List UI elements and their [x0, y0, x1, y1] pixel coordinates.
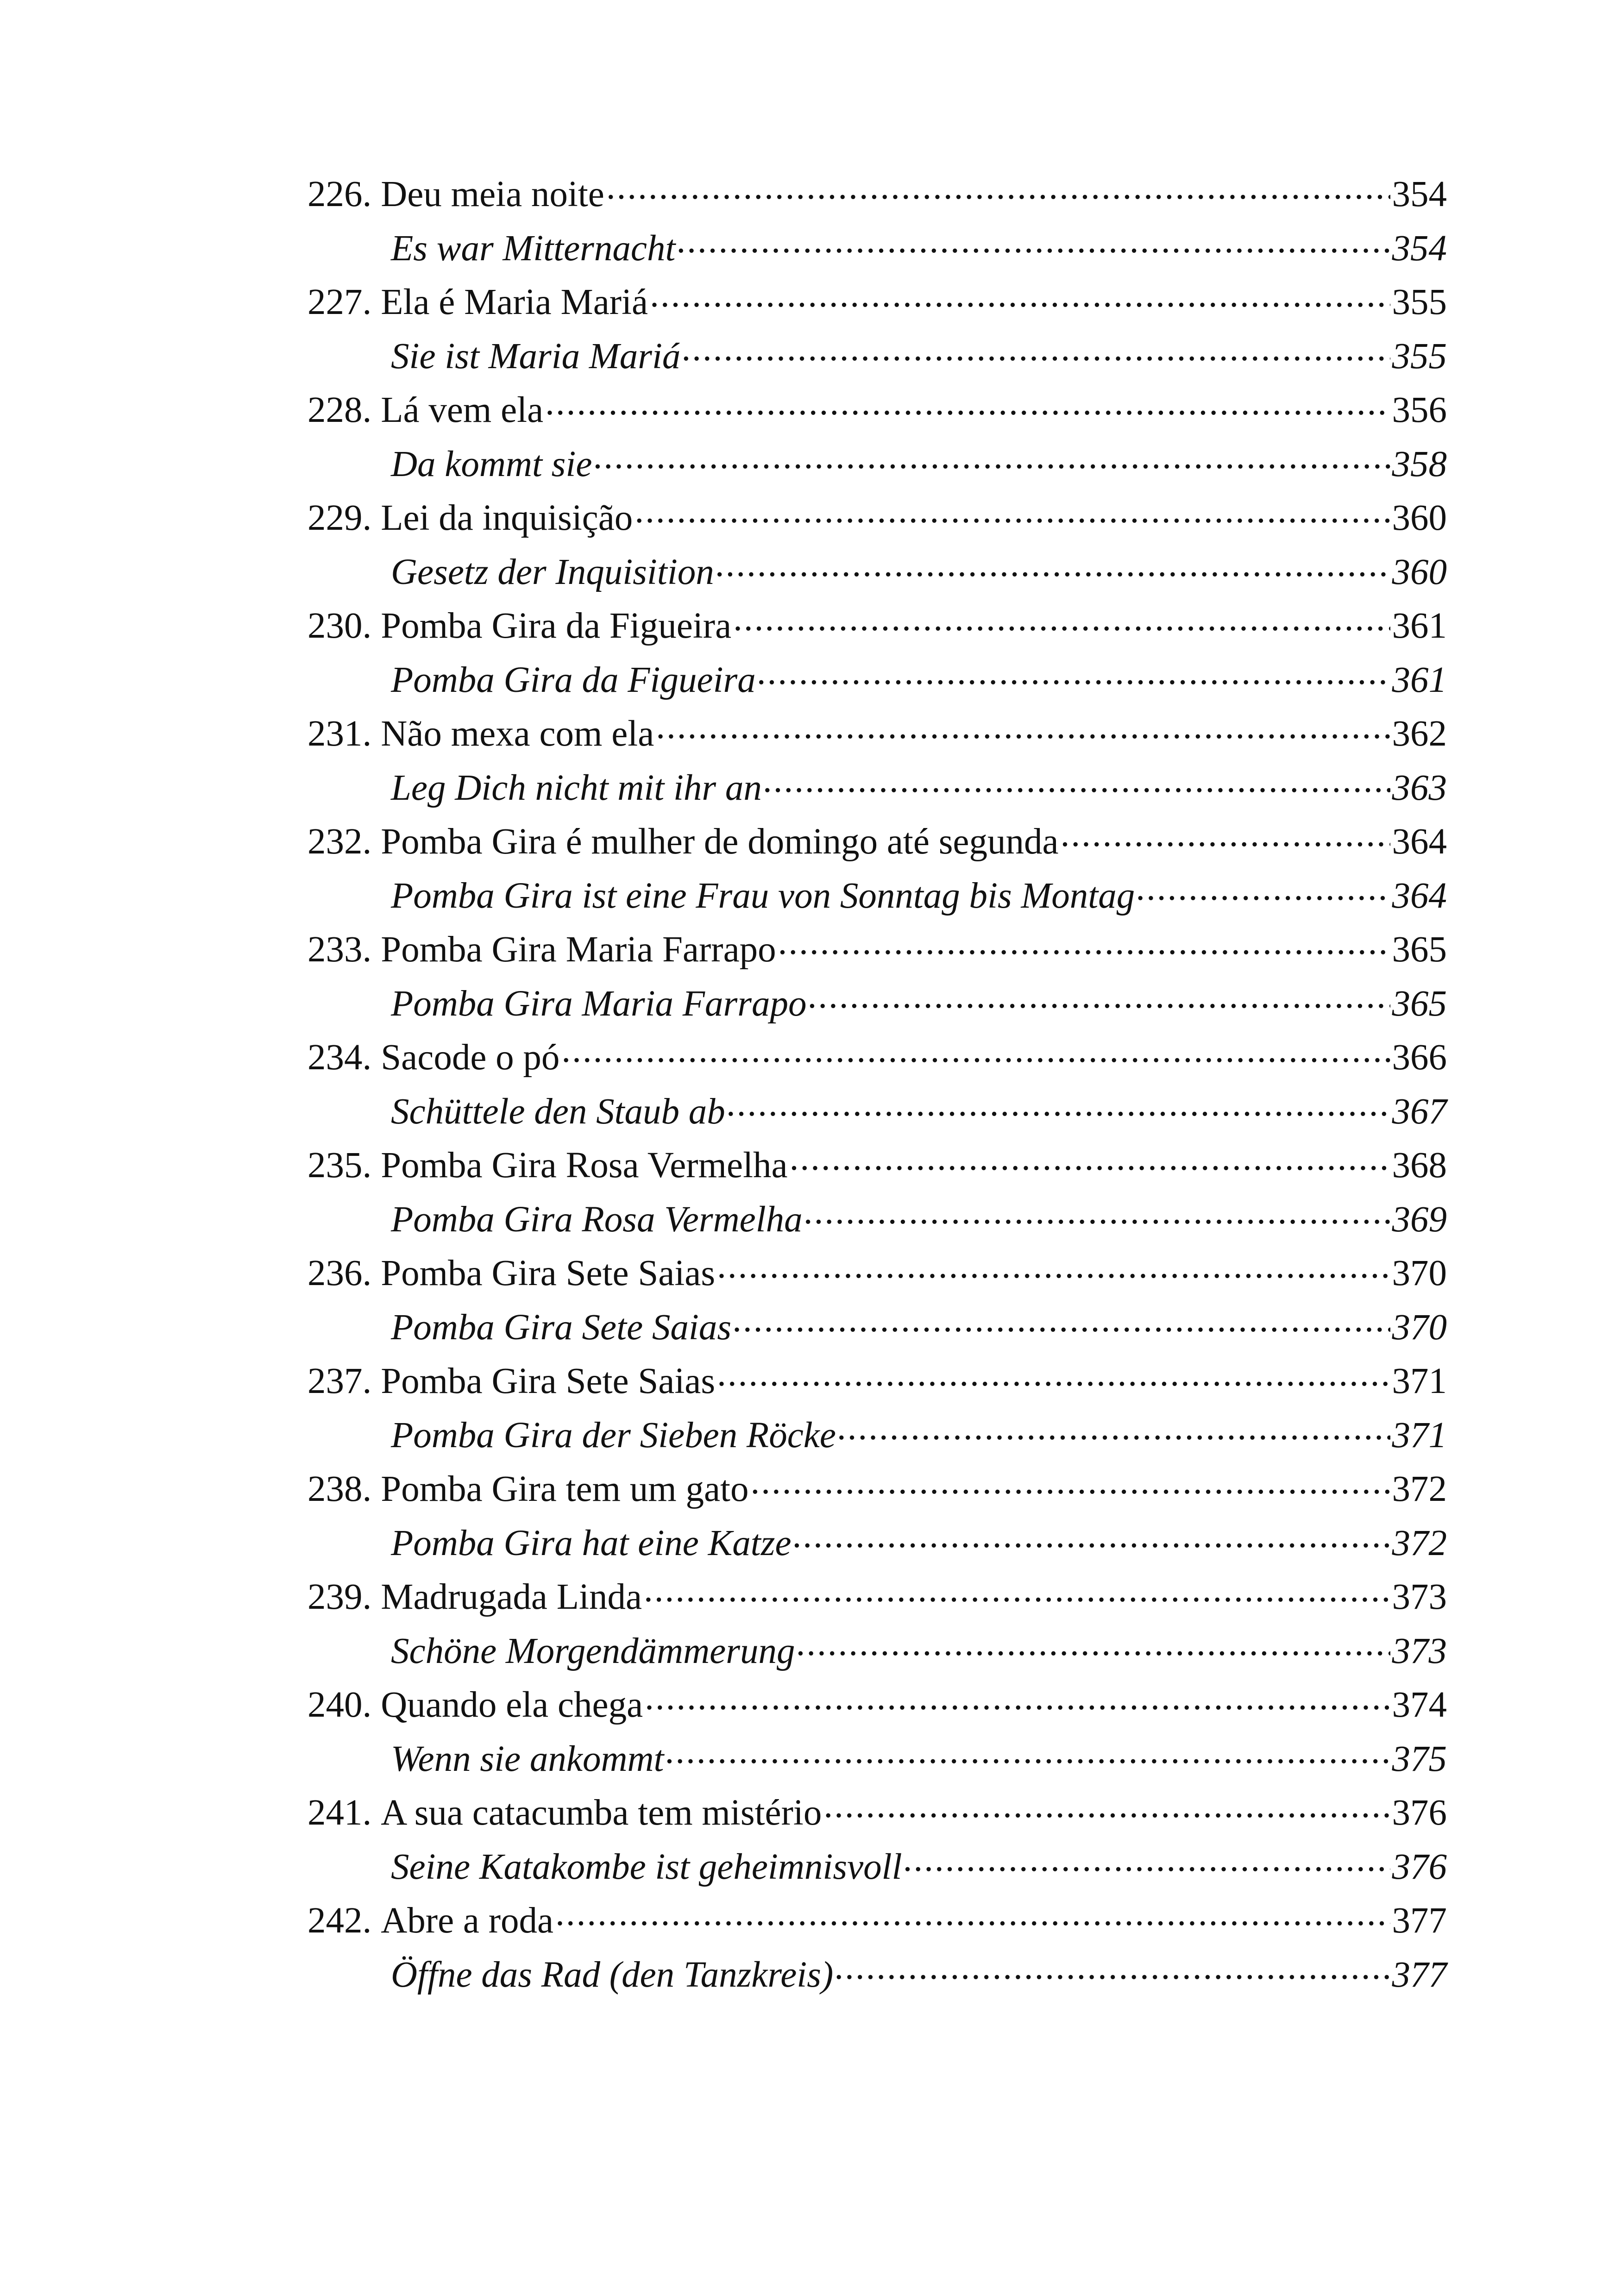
entry-page-pt: 356 [1392, 390, 1447, 430]
toc-entry-pt[interactable] [308, 1678, 1447, 1732]
entry-number: 231. [308, 714, 372, 754]
toc-entry-pt[interactable] [308, 599, 1447, 653]
toc-entry-de[interactable] [308, 1948, 1447, 2002]
entry-number: 230. [308, 606, 372, 646]
toc-entry-de[interactable] [308, 761, 1447, 816]
entry-title-de: Pomba Gira Sete Saias [391, 1307, 732, 1348]
entry-title-pt: Quando ela chega [381, 1685, 643, 1725]
dot-leader [838, 1411, 1390, 1447]
entry-title-pt: Pomba Gira Rosa Vermelha [381, 1145, 788, 1186]
entry-title-pt: Pomba Gira Sete Saias [381, 1361, 716, 1401]
entry-title-pt: Não mexa com ela [381, 714, 654, 754]
entry-number: 235. [308, 1145, 372, 1186]
entry-title-de: Pomba Gira ist eine Frau von Sonntag bis Montag [391, 875, 1135, 916]
dot-leader [656, 709, 1390, 746]
entry-title-de: Leg Dich nicht mit ihr an [391, 767, 762, 808]
dot-leader [727, 1087, 1390, 1123]
entry-page-de: 376 [1392, 1846, 1447, 1887]
entry-title-de: Wenn sie ankommt [391, 1738, 664, 1779]
entry-number: 241. [308, 1793, 372, 1833]
entry-page-pt: 364 [1392, 822, 1447, 862]
entry-page-pt: 354 [1392, 174, 1447, 214]
entry-title-de: Da kommt sie [391, 444, 592, 484]
entry-number: 233. [308, 929, 372, 970]
entry-title-de: Seine Katakombe ist geheimnisvoll [391, 1846, 902, 1887]
entry-page-de: 371 [1392, 1415, 1447, 1455]
dot-leader [545, 385, 1390, 422]
entry-number: 234. [308, 1037, 372, 1078]
entry-page-de: 370 [1392, 1307, 1447, 1348]
toc-entry-de[interactable] [308, 1732, 1447, 1787]
dot-leader [751, 1464, 1390, 1501]
entry-page-de: 360 [1392, 552, 1447, 592]
entry-page-pt: 368 [1392, 1145, 1447, 1186]
entry-title-de: Es war Mitternacht [391, 228, 676, 269]
toc-entry-pt[interactable] [308, 707, 1447, 761]
dot-leader [733, 1303, 1390, 1339]
entry-page-pt: 361 [1392, 606, 1447, 646]
entry-title-pt: Ela é Maria Mariá [381, 282, 648, 322]
entry-page-de: 354 [1392, 228, 1447, 269]
dot-leader [682, 332, 1390, 368]
entry-page-pt: 376 [1392, 1793, 1447, 1833]
entry-title-de: Sie ist Maria Mariá [391, 336, 681, 376]
entry-page-pt: 372 [1392, 1469, 1447, 1509]
entry-title-pt: Madrugada Linda [381, 1577, 642, 1617]
entry-title-de: Pomba Gira Rosa Vermelha [391, 1199, 803, 1240]
toc-entry-pt[interactable] [308, 1894, 1447, 1948]
entry-page-de: 358 [1392, 444, 1447, 484]
dot-leader [635, 493, 1390, 530]
entry-title-pt: Abre a roda [381, 1901, 554, 1941]
toc-entry-de[interactable] [308, 1193, 1447, 1247]
dot-leader [823, 1788, 1390, 1825]
entry-page-pt: 360 [1392, 498, 1447, 538]
toc-entry-de[interactable] [308, 653, 1447, 708]
toc-entry-pt[interactable] [308, 1247, 1447, 1301]
entry-title-pt: Pomba Gira é mulher de domingo até segunda [381, 822, 1059, 862]
toc-entry-pt[interactable] [308, 1139, 1447, 1193]
toc-entry-pt[interactable] [308, 168, 1447, 222]
dot-leader [764, 763, 1390, 800]
toc-entry-pt[interactable] [308, 1462, 1447, 1517]
dot-leader [644, 1572, 1390, 1609]
entry-number: 238. [308, 1469, 372, 1509]
dot-leader [677, 224, 1390, 260]
entry-title-pt: Sacode o pó [381, 1037, 560, 1078]
entry-number: 242. [308, 1901, 372, 1941]
toc-entry-de[interactable] [308, 869, 1447, 923]
dot-leader [606, 169, 1390, 206]
toc-entry-de[interactable] [308, 222, 1447, 276]
toc-entry-de[interactable] [308, 1840, 1447, 1895]
entry-page-de: 363 [1392, 767, 1447, 808]
toc-entry-de[interactable] [308, 977, 1447, 1031]
dot-leader [645, 1680, 1390, 1717]
dot-leader [835, 1950, 1390, 1987]
toc-entry-pt[interactable] [308, 276, 1447, 330]
entry-number: 236. [308, 1253, 372, 1293]
entry-page-pt: 362 [1392, 714, 1447, 754]
toc-entry-pt[interactable] [308, 491, 1447, 546]
entry-page-pt: 377 [1392, 1901, 1447, 1941]
entry-title-de: Öffne das Rad (den Tanzkreis) [391, 1954, 834, 1995]
toc-entry-de[interactable] [308, 546, 1447, 600]
entry-page-de: 372 [1392, 1523, 1447, 1563]
dot-leader [717, 1248, 1390, 1285]
toc-entry-de[interactable] [308, 330, 1447, 384]
entry-number: 227. [308, 282, 372, 322]
dot-leader [804, 1195, 1390, 1231]
entry-page-pt: 374 [1392, 1685, 1447, 1725]
dot-leader [717, 1356, 1390, 1393]
entry-title-de: Pomba Gira hat eine Katze [391, 1523, 792, 1563]
entry-page-de: 375 [1392, 1738, 1447, 1779]
entry-page-de: 377 [1392, 1954, 1447, 1995]
dot-leader [1061, 817, 1390, 853]
entry-number: 229. [308, 498, 372, 538]
entry-page-de: 367 [1392, 1091, 1447, 1132]
entry-title-pt: Pomba Gira da Figueira [381, 606, 732, 646]
entry-title-pt: Pomba Gira tem um gato [381, 1469, 749, 1509]
dot-leader [809, 979, 1390, 1016]
table-of-contents [308, 168, 1447, 2002]
dot-leader [904, 1842, 1390, 1879]
entry-page-pt: 371 [1392, 1361, 1447, 1401]
toc-entry-de[interactable] [308, 438, 1447, 492]
entry-title-pt: A sua catacumba tem mistério [381, 1793, 822, 1833]
dot-leader [758, 655, 1390, 692]
toc-entry-pt[interactable] [308, 1786, 1447, 1840]
toc-entry-de[interactable] [308, 1517, 1447, 1571]
entry-page-de: 369 [1392, 1199, 1447, 1240]
toc-entry-de[interactable] [308, 1085, 1447, 1139]
entry-title-de: Pomba Gira Maria Farrapo [391, 983, 807, 1024]
toc-entry-pt[interactable] [308, 1570, 1447, 1625]
entry-page-de: 373 [1392, 1631, 1447, 1671]
entry-title-pt: Lei da inquisição [381, 498, 633, 538]
entry-page-de: 365 [1392, 983, 1447, 1024]
entry-number: 240. [308, 1685, 372, 1725]
toc-entry-pt[interactable] [308, 1031, 1447, 1085]
entry-title-pt: Pomba Gira Sete Saias [381, 1253, 716, 1293]
entry-page-pt: 366 [1392, 1037, 1447, 1078]
dot-leader [561, 1033, 1390, 1069]
entry-page-de: 355 [1392, 336, 1447, 376]
entry-number: 232. [308, 822, 372, 862]
dot-leader [797, 1626, 1390, 1663]
entry-title-pt: Pomba Gira Maria Farrapo [381, 929, 776, 970]
entry-title-de: Schüttele den Staub ab [391, 1091, 725, 1132]
toc-entry-de[interactable] [308, 1625, 1447, 1679]
entry-title-de: Pomba Gira da Figueira [391, 659, 756, 700]
dot-leader [555, 1896, 1390, 1932]
toc-entry-de[interactable] [308, 1409, 1447, 1463]
dot-leader [793, 1518, 1390, 1555]
dot-leader [594, 439, 1390, 476]
entry-page-pt: 373 [1392, 1577, 1447, 1617]
dot-leader [1137, 871, 1390, 908]
entry-number: 237. [308, 1361, 372, 1401]
entry-page-pt: 355 [1392, 282, 1447, 322]
entry-number: 228. [308, 390, 372, 430]
dot-leader [790, 1141, 1390, 1177]
entry-page-pt: 370 [1392, 1253, 1447, 1293]
dot-leader [650, 277, 1390, 314]
dot-leader [666, 1734, 1390, 1771]
dot-leader [716, 547, 1390, 584]
toc-entry-pt[interactable] [308, 923, 1447, 977]
entry-title-de: Gesetz der Inquisition [391, 552, 714, 592]
entry-title-de: Pomba Gira der Sieben Röcke [391, 1415, 836, 1455]
entry-number: 226. [308, 174, 372, 214]
entry-number: 239. [308, 1577, 372, 1617]
entry-page-pt: 365 [1392, 929, 1447, 970]
entry-page-de: 361 [1392, 659, 1447, 700]
entry-title-pt: Lá vem ela [381, 390, 544, 430]
toc-entry-de[interactable] [308, 1301, 1447, 1355]
entry-title-de: Schöne Morgendämmerung [391, 1631, 795, 1671]
toc-entry-pt[interactable] [308, 383, 1447, 438]
toc-entry-pt[interactable] [308, 815, 1447, 869]
dot-leader [778, 925, 1390, 961]
dot-leader [733, 601, 1390, 638]
entry-page-de: 364 [1392, 875, 1447, 916]
toc-entry-pt[interactable] [308, 1355, 1447, 1409]
entry-title-pt: Deu meia noite [381, 174, 604, 214]
